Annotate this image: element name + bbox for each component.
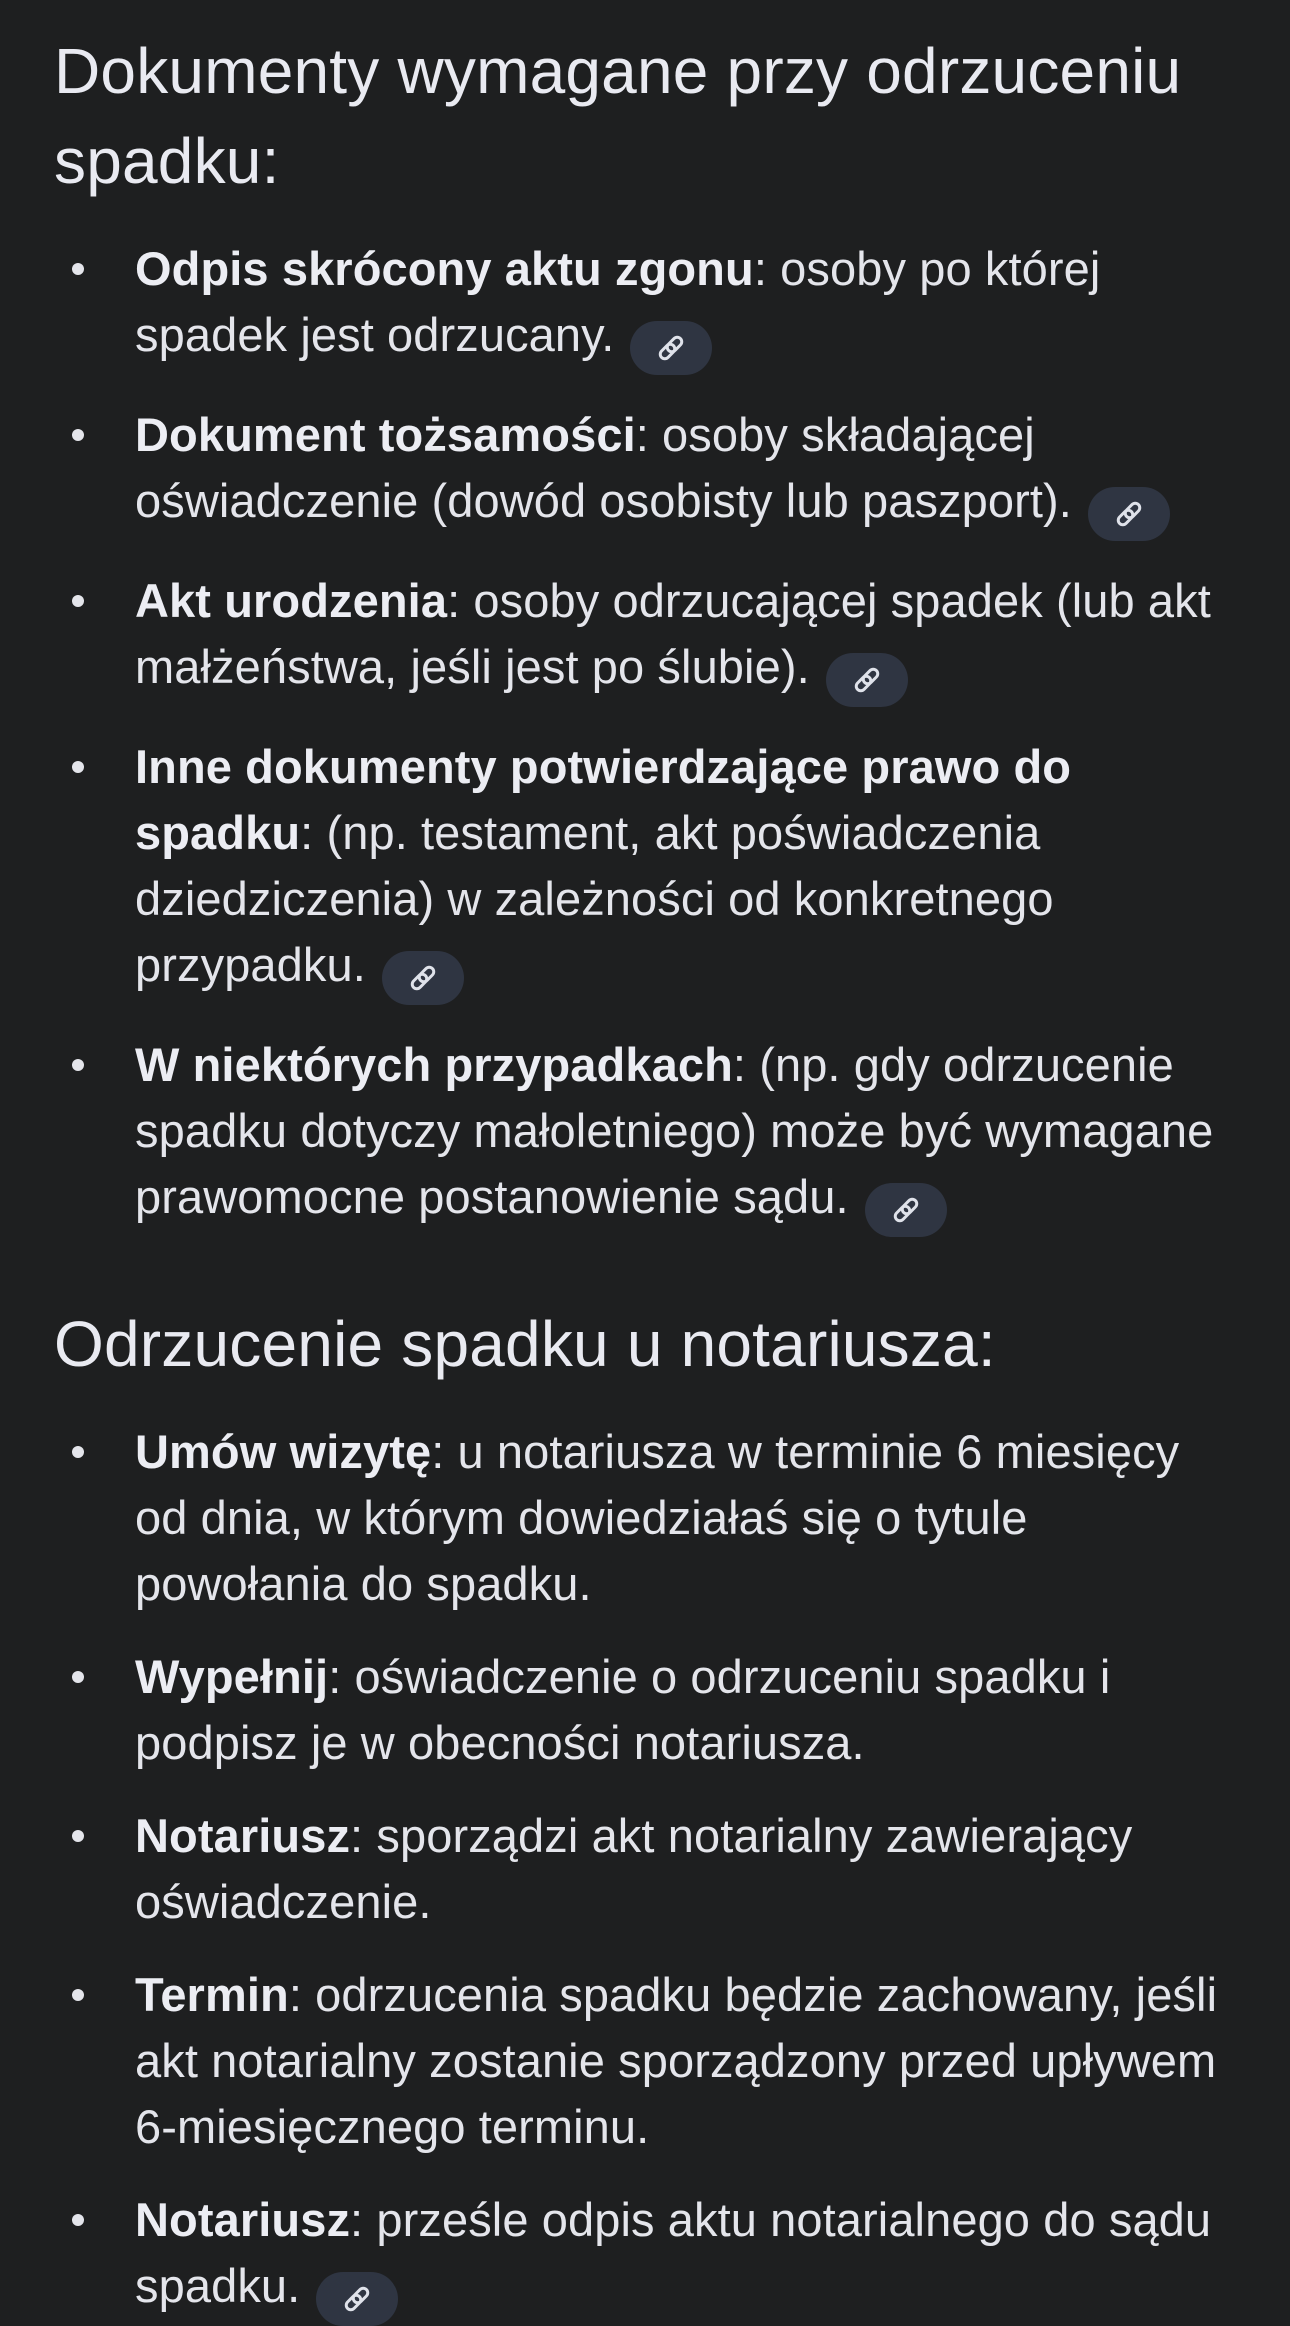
source-link-chip[interactable] [865, 1183, 947, 1237]
list-item-text: : prześle odpis aktu notarialnego do sądu spadku. [135, 2193, 1212, 2312]
list-item [54, 1962, 1244, 2160]
bullet-dot [72, 429, 84, 441]
bullet-dot [72, 2214, 84, 2226]
list-item-lead: Akt urodzenia [135, 574, 448, 627]
list-item [54, 734, 1244, 1005]
bullet-dot [72, 1830, 84, 1842]
list-item-text: : sporządzi akt notarialny zawierający oświadczenie. [135, 1809, 1133, 1928]
bullet-dot [72, 595, 84, 607]
bullet-dot [72, 263, 84, 275]
list-item-lead: W niektórych przypadkach [135, 1038, 733, 1091]
list-item-text: : odrzucenia spadku będzie zachowany, jeśli akt notarialny zostanie sporządzony przed upływem 6-miesięcznego terminu. [135, 1968, 1218, 2153]
list-item-text: : (np. testament, akt poświadczenia dziedziczenia) w zależności od konkretnego przypadku. [135, 806, 1054, 991]
list-item-text: : osoby po której spadek jest odrzucany. [135, 242, 1101, 361]
list-item-text: : u notariusza w terminie 6 miesięcy od dnia, w którym dowiedziałaś się o tytule powołania do spadku. [135, 1425, 1180, 1610]
section-heading: Dokumenty wymagane przy odrzuceniu spadku: [54, 35, 1182, 197]
source-link-chip[interactable] [826, 653, 908, 707]
source-link-chip[interactable] [1088, 487, 1170, 541]
section-heading: Odrzucenie spadku u notariusza: [54, 1308, 996, 1380]
list-item [54, 568, 1244, 707]
link-icon [406, 961, 440, 995]
bullet-dot [72, 1671, 84, 1683]
link-icon [850, 663, 884, 697]
bullet-dot [72, 1446, 84, 1458]
list-item-text: : osoby odrzucającej spadek (lub akt małżeństwa, jeśli jest po ślubie). [135, 574, 1211, 693]
list-item-lead: Inne dokumenty potwierdzające prawo do spadku [135, 740, 1072, 859]
bullet-dot [72, 761, 84, 773]
source-link-chip[interactable] [382, 951, 464, 1005]
documents-required-section [54, 26, 1244, 1237]
notary-steps-list [54, 1419, 1244, 2326]
list-item-lead: Termin [135, 1968, 289, 2021]
source-link-chip[interactable] [316, 2272, 398, 2326]
link-icon [654, 331, 688, 365]
list-item-lead: Dokument tożsamości [135, 408, 636, 461]
list-item [54, 1644, 1244, 1776]
bullet-dot [72, 1989, 84, 2001]
list-item-lead: Umów wizytę [135, 1425, 432, 1478]
documents-list [54, 236, 1244, 1237]
list-item [54, 1803, 1244, 1935]
link-icon [340, 2282, 374, 2316]
link-icon [889, 1193, 923, 1227]
list-item-lead: Notariusz [135, 1809, 351, 1862]
list-item-lead: Odpis skrócony aktu zgonu [135, 242, 754, 295]
list-item-text: : oświadczenie o odrzuceniu spadku i podpisz je w obecności notariusza. [135, 1650, 1111, 1769]
link-icon [1112, 497, 1146, 531]
bullet-dot [72, 1059, 84, 1071]
source-link-chip[interactable] [630, 321, 712, 375]
list-item [54, 1032, 1244, 1237]
list-item-lead: Wypełnij [135, 1650, 329, 1703]
list-item [54, 236, 1244, 375]
list-item [54, 402, 1244, 541]
list-item [54, 2187, 1244, 2326]
list-item-text: : (np. gdy odrzucenie spadku dotyczy małoletniego) może być wymagane prawomocne postanowienie sądu. [135, 1038, 1214, 1223]
list-item [54, 1419, 1244, 1617]
notary-rejection-section [54, 1299, 1244, 2326]
list-item-text: : osoby składającej oświadczenie (dowód osobisty lub paszport). [135, 408, 1072, 527]
list-item-lead: Notariusz [135, 2193, 351, 2246]
